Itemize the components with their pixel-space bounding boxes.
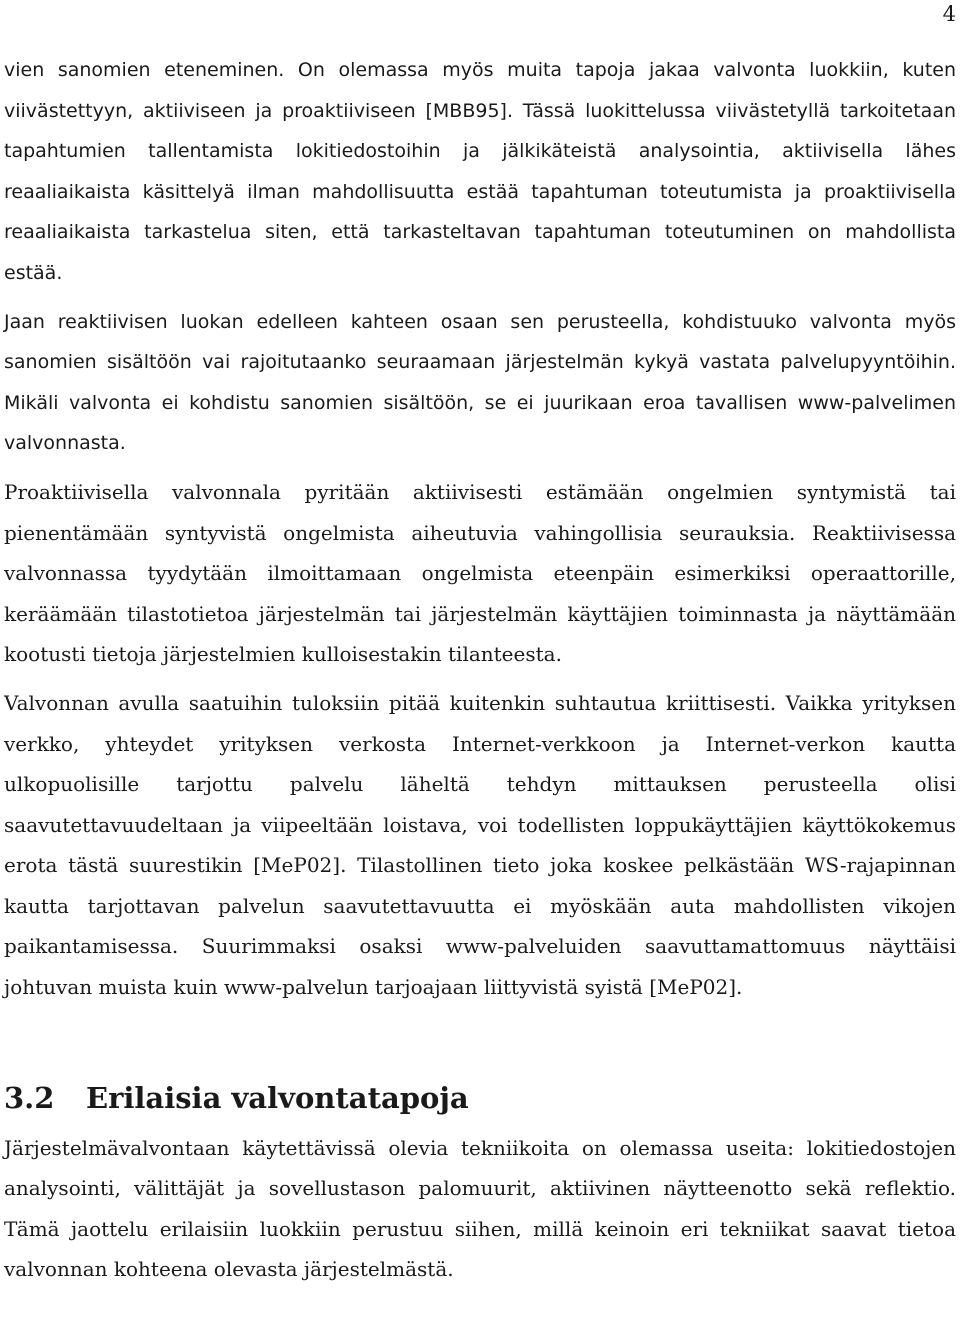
paragraph-proactive-monitoring: Proaktiivisella valvonnala pyritään aktiivisesti estämään ongelmien syntymistä tai pienentämään syntyvistä ongelmista aiheutuvia vahingollisia seurauksia. Reaktiivisessa valvonnassa tyydytään ilmoittamaan ongelmista eteenpäin esimerkiksi operaattorille, keräämään tilastotietoa järjestelmän tai järjestelmän käyttäjien toiminnasta ja näyttämään kootusti tietoja järjestelmien kulloisestakin tilanteesta. [4,479,956,667]
paragraph-monitoring-classification: vien sanomien eteneminen. On olemassa myös muita tapoja jakaa valvonta luokkiin, kuten viivästettyyn, aktiiviseen ja proaktiiviseen [MBB95]. Tässä luokittelussa viivästetyllä tarkoitetaan tapahtumien tallentamista lokitiedostoihin ja jälkikäteistä analysointia, aktiivisella lähes reaaliaikaista käsittelyä ilman mahdollisuutta estää tapahtuman toteutumista ja proaktiivisella reaaliaikaista tarkastelua siten, että tarkasteltavan tapahtuman toteutuminen on mahdollista estää. [4,59,956,284]
page-content [4,50,956,1290]
paragraph-reactive-split: Jaan reaktiivisen luokan edelleen kahteen osaan sen perusteella, kohdistuuko valvonta myös sanomien sisältöön vai rajoitutaanko seuraamaan järjestelmän kykyä vastata palvelupyyntöihin. Mikäli valvonta ei kohdistu sanomien sisältöön, se ei juurikaan eroa tavallisen www-palvelimen valvonnasta. [4,310,956,455]
section-title: Erilaisia valvontatapoja [86,1080,469,1115]
paragraph-critical-results: Valvonnan avulla saatuihin tuloksiin pitää kuitenkin suhtautua kriittisesti. Vaikka yrityksen verkko, yhteydet yrityksen verkosta Internet-verkkoon ja Internet-verkon kautta ulkopuolisille tarjottu palvelu läheltä tehdyn mittauksen perusteella olisi saavutettavuudeltaan ja viipeeltään loistava, voi todellisten loppukäyttäjien käyttökokemus erota tästä suurestikin [MeP02]. Tilastollinen tieto joka koskee pelkästään WS-rajapinnan kautta tarjottavan palvelun saavutettavuutta ei myöskään auta mahdollisten vikojen paikantamisessa. Suurimmaksi osaksi www-palveluiden saavuttamattomuus näyttäisi johtuvan muista kuin www-palvelun tarjoajaan liittyvistä syistä [MeP02]. [4,690,956,1000]
section-number: 3.2 [4,1080,55,1115]
section-heading [4,1078,956,1118]
paragraph-monitoring-techniques: Järjestelmävalvontaan käytettävissä olevia tekniikoita on olemassa useita: lokitiedostojen analysointi, välittäjät ja sovellustason palomuurit, aktiivinen näytteenotto sekä reflektio. Tämä jaottelu erilaisiin luokkiin perustuu siihen, millä keinoin eri tekniikat saavat tietoa valvonnan kohteena olevasta järjestelmästä. [4,1135,956,1282]
page-number: 4 [942,2,956,26]
